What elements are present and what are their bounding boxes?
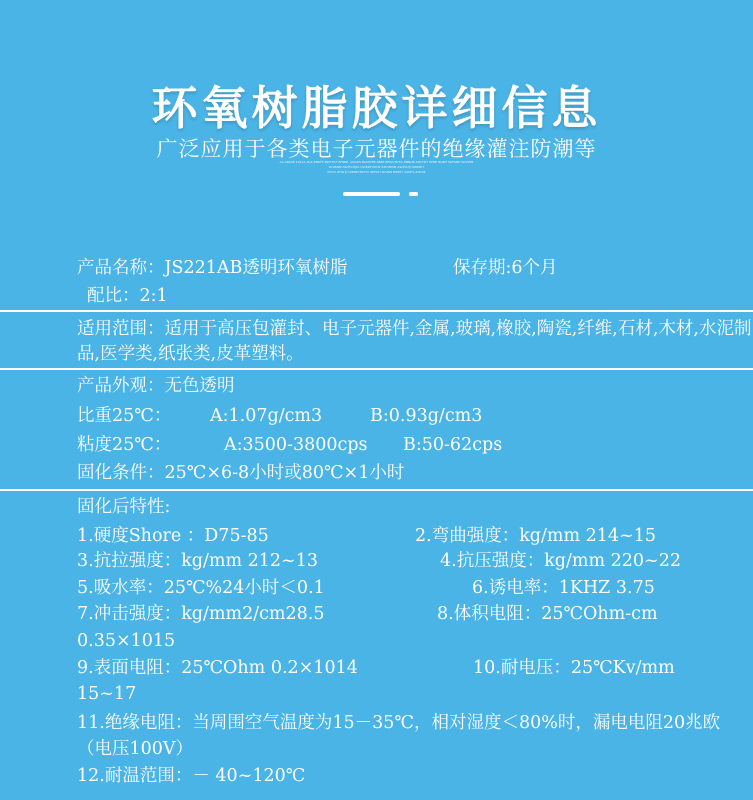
divider-line: [0, 310, 753, 312]
product-name: 产品名称：JS221AB透明环氧树脂: [77, 258, 348, 278]
property-10: 10.耐电压：25℃Kv/mm: [473, 658, 675, 678]
viscosity-label: 粘度25℃：: [77, 435, 172, 455]
page-title: 环氧树脂胶详细信息: [151, 81, 602, 135]
decorative-micro-text: AA ABASE 2021A ADA BNDFS BWTTGF BFNBE, ADGRS BASSTEB ABBS BFNA BVTG DBNDB ADCTDT DFBH BGBH SDFGBH SDVRTB XCVBNM ASDFGHJKL QWERTYUIOP ZXCVBNM ASDFGHJ QWERTY RTYUI DFGHJ CVBNM ERTYU SDFGH XCVBN WERTY ASDFG ZXCVB: [279, 160, 474, 174]
appearance: 产品外观：无色透明: [77, 376, 235, 396]
density-b: B:0.93g/cm3: [370, 406, 483, 426]
property-3: 3.抗拉强度：kg/mm 212~13: [77, 551, 318, 571]
property-2: 2.弯曲强度：kg/mm 214~15: [415, 526, 656, 546]
property-6: 6.诱电率：1KHZ 3.75: [472, 578, 655, 598]
viscosity-b: B:50-62cps: [403, 435, 503, 455]
property-11: 11.绝缘电阻：当周围空气温度为15－35℃，相对湿度＜80%时，漏电电阻20兆欧（电压100V）: [77, 713, 721, 759]
decorative-dash: [343, 192, 400, 196]
mix-ratio: 配比：2:1: [87, 286, 168, 306]
property-8-value: 0.35×1015: [77, 631, 176, 651]
property-9: 9.表面电阻：25℃Ohm 0.2×1014: [77, 658, 358, 678]
page-subtitle: 广泛应用于各类电子元器件的绝缘灌注防潮等: [156, 137, 597, 161]
property-8: 8.体积电阻：25℃Ohm-cm: [437, 604, 658, 624]
viscosity-a: A:3500-3800cps: [224, 435, 368, 455]
density-a: A:1.07g/cm3: [210, 406, 323, 426]
property-5: 5.吸水率：25℃%24小时＜0.1: [77, 578, 325, 598]
property-12: 12.耐温范围：－ 40~120℃: [77, 766, 306, 786]
property-4: 4.抗压强度：kg/mm 220~22: [440, 551, 681, 571]
property-1: 1.硬度Shore ：D75-85: [77, 526, 269, 546]
property-10-value: 15~17: [77, 684, 137, 704]
curing-conditions: 固化条件：25℃×6-8小时或80℃×1小时: [77, 463, 405, 483]
divider-line: [0, 368, 753, 370]
density-label: 比重25℃：: [77, 406, 172, 426]
properties-heading: 固化后特性:: [77, 497, 171, 517]
divider-line: [0, 489, 753, 491]
shelf-life: 保存期:6个月: [453, 258, 558, 278]
application-range: 适用范围：适用于高压包灌封、电子元器件,金属,玻璃,橡胶,陶瓷,纤维,石材,木材,水泥制品,医学类,纸张类,皮革塑料。: [77, 319, 752, 364]
property-7: 7.冲击强度：kg/mm2/cm28.5: [77, 604, 325, 624]
decorative-dot: [409, 192, 418, 196]
